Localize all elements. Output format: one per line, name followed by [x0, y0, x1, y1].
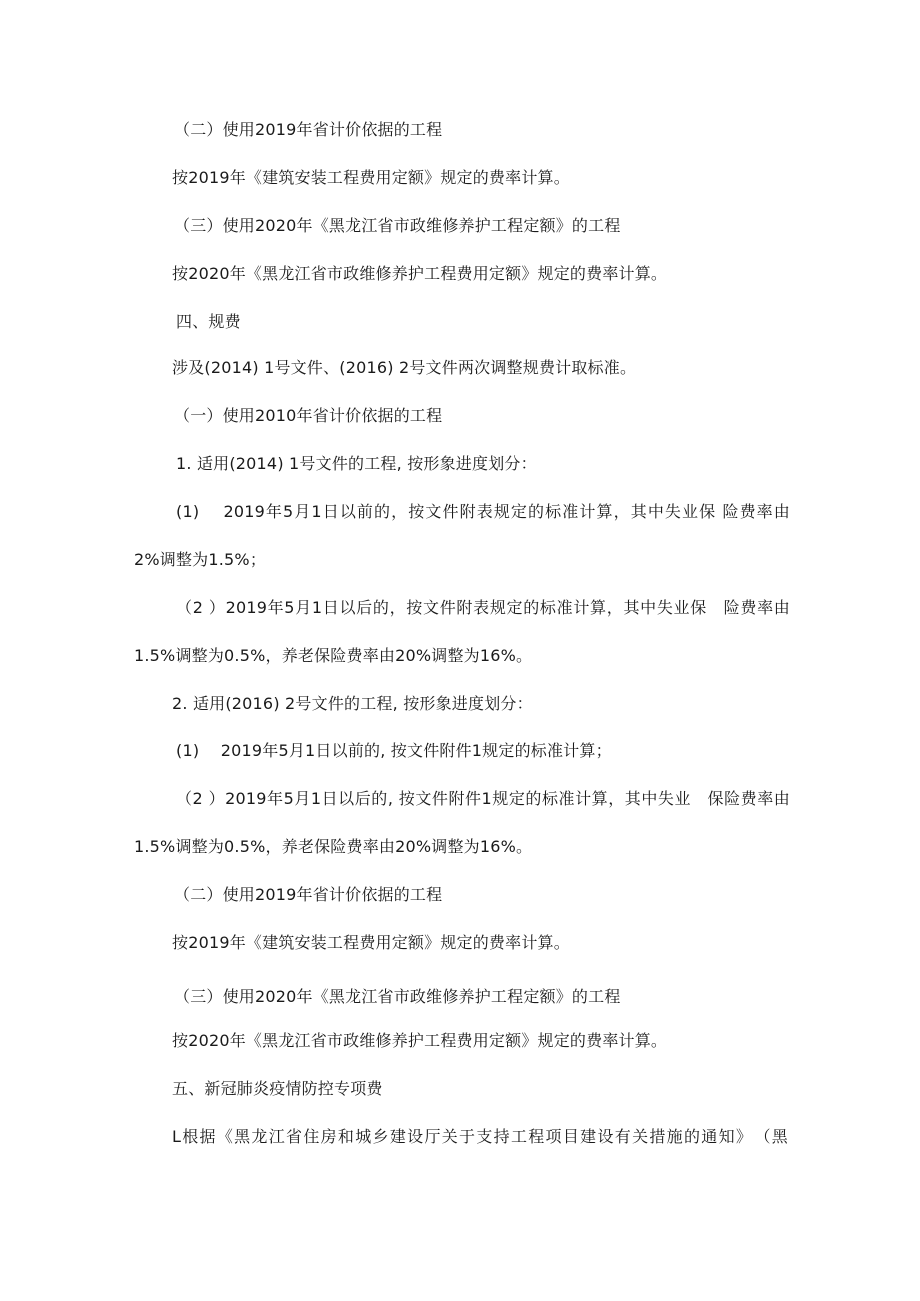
- paragraph-2019-rate: 按2019年《建筑安装工程费用定额》规定的费率计算。: [172, 168, 570, 187]
- subitem-2016-after: （2 ）2019年5月1日以后的, 按文件附件1规定的标准计算，其中失业 保险费率由: [176, 789, 790, 808]
- subitem-before-continuation: 2%调整为1.5%；: [134, 550, 267, 569]
- subheading-2020-municipal: （三）使用2020年《黑龙江省市政维修养护工程定额》的工程: [174, 216, 621, 235]
- section-heading-covid-fee: 五、新冠肺炎疫情防控专项费: [172, 1079, 383, 1098]
- subitem-before-may-2019: (1) 2019年5月1日以前的，按文件附表规定的标准计算，其中失业保 险费率由: [176, 502, 790, 521]
- section-heading-fees: 四、规费: [176, 312, 241, 331]
- subitem-after-continuation: 1.5%调整为0.5%，养老保险费率由20%调整为16%。: [134, 646, 533, 665]
- paragraph-2020-rate-repeat: 按2020年《黑龙江省市政维修养护工程费用定额》规定的费率计算。: [172, 1031, 668, 1050]
- item-2016-file: 2. 适用(2016) 2号文件的工程, 按形象进度划分：: [172, 694, 533, 713]
- subheading-2019-pricing: （二）使用2019年省计价依据的工程: [174, 120, 443, 139]
- paragraph-fee-adjustments: 涉及(2014) 1号文件、(2016) 2号文件两次调整规费计取标准。: [172, 358, 637, 377]
- subitem-after-may-2019: （2 ）2019年5月1日以后的，按文件附表规定的标准计算，其中失业保 险费率由: [176, 598, 790, 617]
- paragraph-2020-rate: 按2020年《黑龙江省市政维修养护工程费用定额》规定的费率计算。: [172, 264, 668, 283]
- subheading-2010-pricing: （一）使用2010年省计价依据的工程: [174, 406, 443, 425]
- subheading-2020-municipal-repeat: （三）使用2020年《黑龙江省市政维修养护工程定额》的工程: [174, 987, 621, 1006]
- subitem-2016-after-continuation: 1.5%调整为0.5%，养老保险费率由20%调整为16%。: [134, 837, 533, 856]
- paragraph-2019-rate-repeat: 按2019年《建筑安装工程费用定额》规定的费率计算。: [172, 933, 570, 952]
- paragraph-covid-notice: L根据《黑龙江省住房和城乡建设厅关于支持工程项目建设有关措施的通知》 （黑: [172, 1127, 788, 1146]
- subitem-2016-before: (1) 2019年5月1日以前的, 按文件附件1规定的标准计算；: [176, 741, 612, 760]
- subheading-2019-pricing-repeat: （二）使用2019年省计价依据的工程: [174, 885, 443, 904]
- item-2014-file: 1. 适用(2014) 1号文件的工程, 按形象进度划分：: [176, 454, 537, 473]
